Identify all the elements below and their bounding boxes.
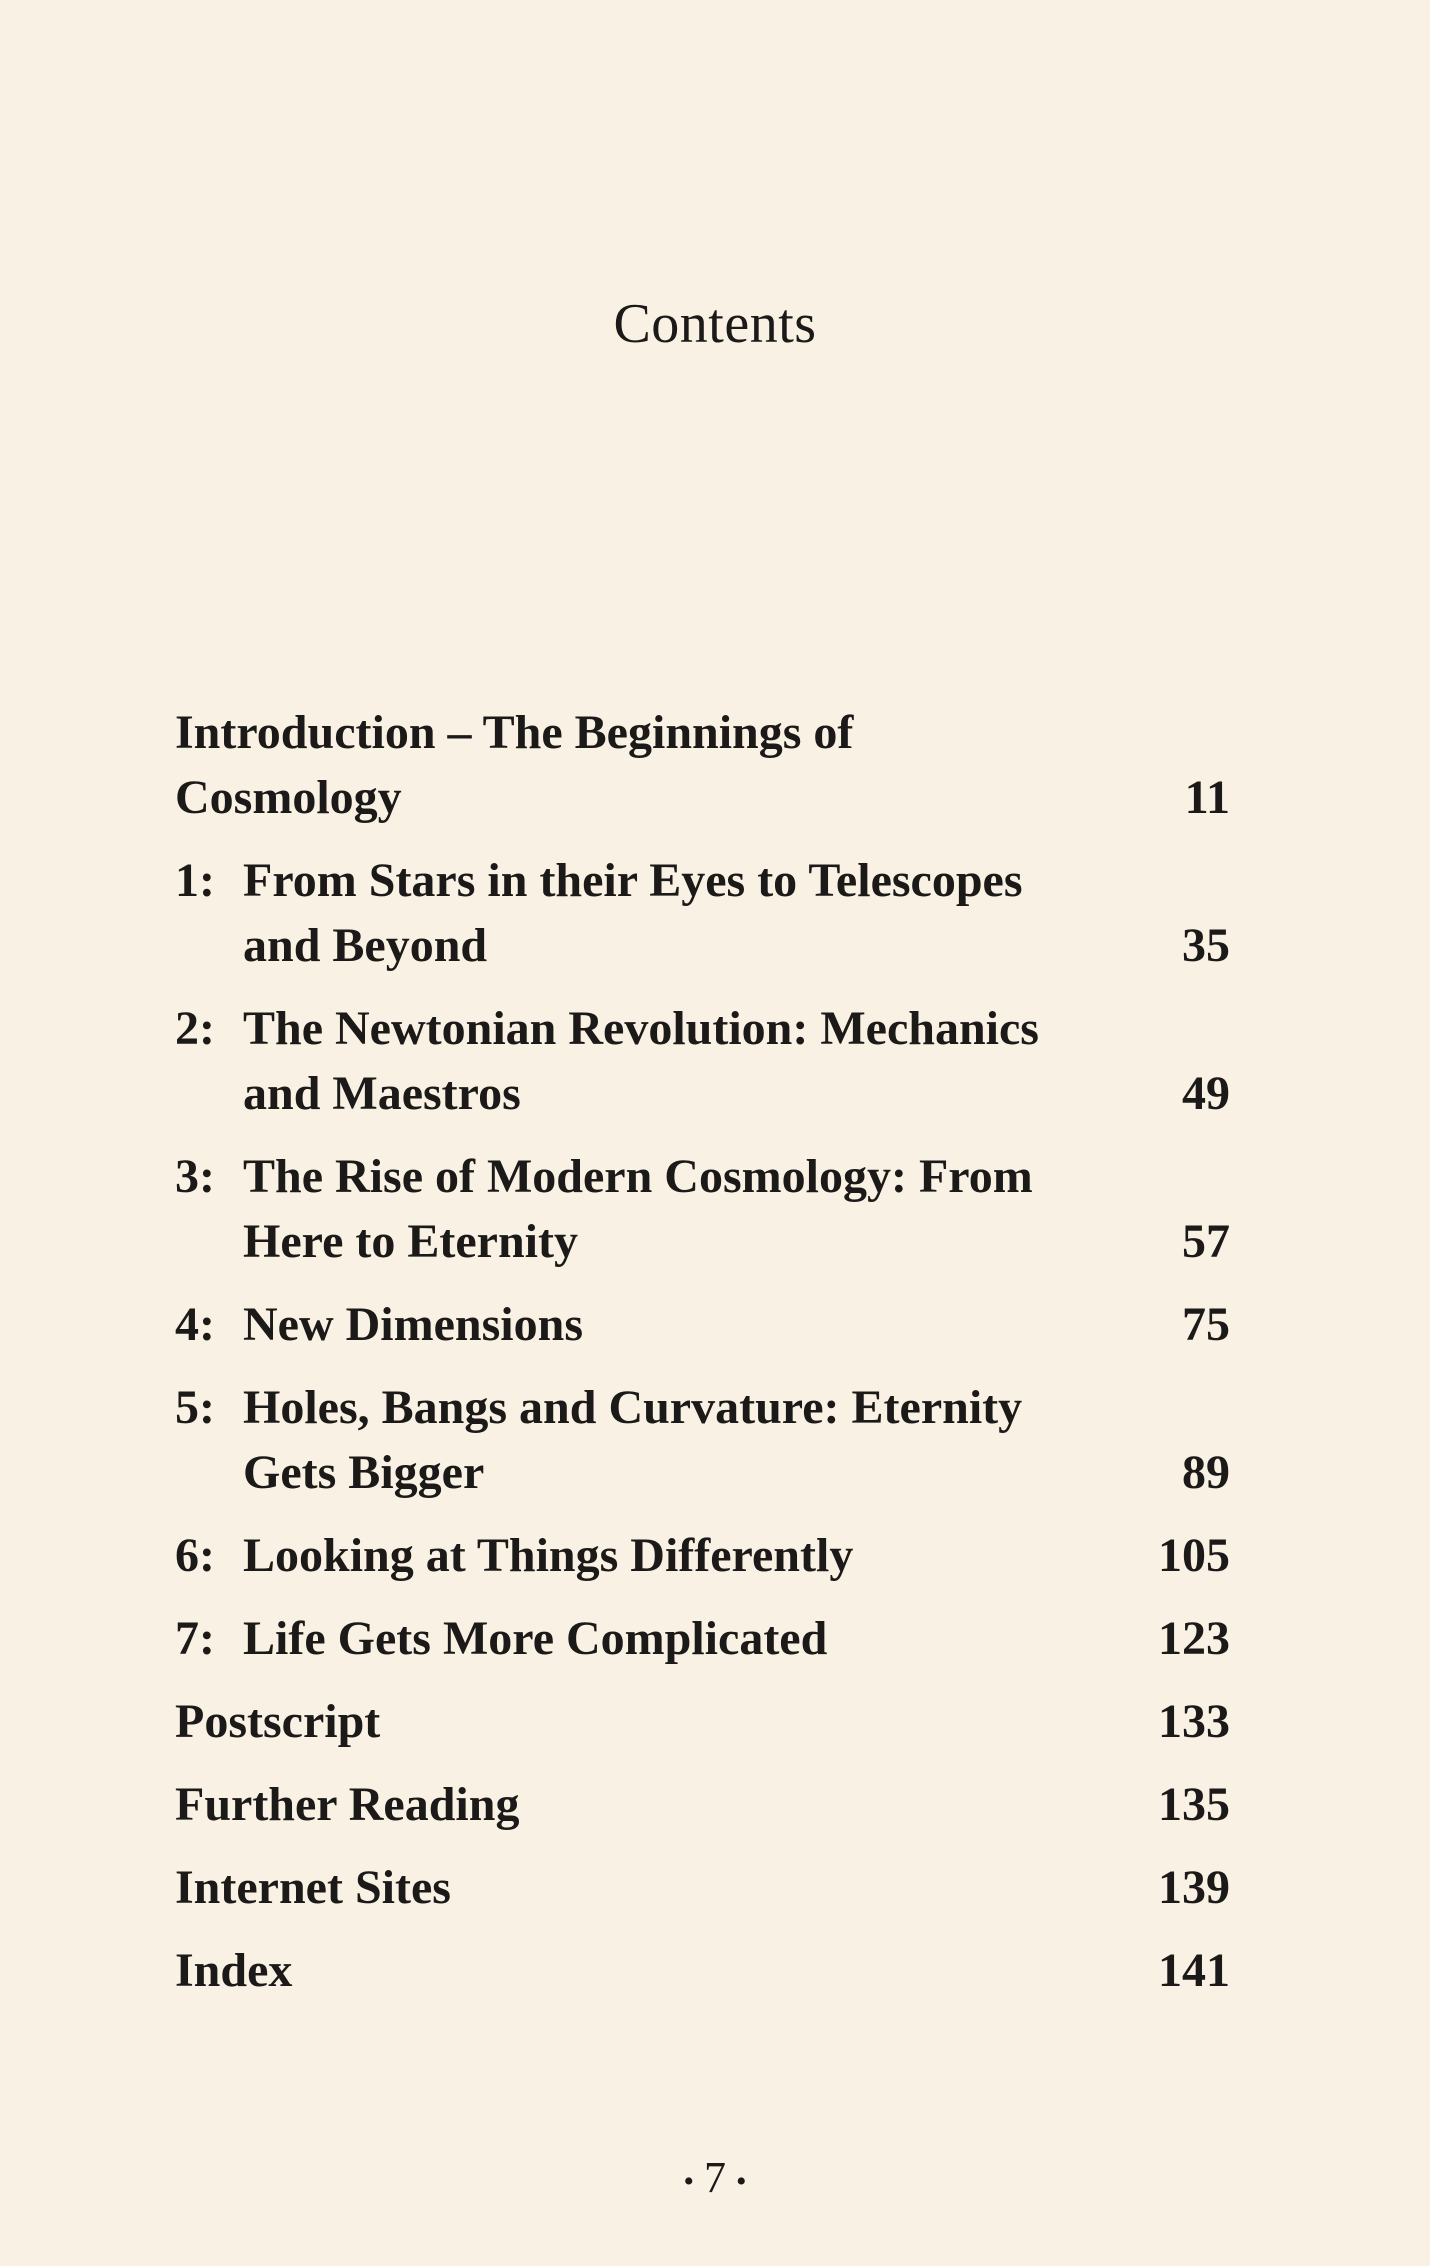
toc-page-number: 75 <box>1182 1298 1230 1351</box>
chapter-number: 4: <box>175 1298 215 1351</box>
bullet-icon: • <box>736 2164 747 2198</box>
chapter-number: 7: <box>175 1612 215 1665</box>
toc-entry-line: and Maestros <box>243 1067 521 1120</box>
toc-entry-chapter-4 <box>175 1292 1230 1357</box>
toc-entry-line: New Dimensions <box>243 1298 584 1351</box>
toc-entry-line: Cosmology <box>175 771 402 824</box>
toc-entry-chapter-2 <box>175 996 1230 1126</box>
toc-page-number: 139 <box>1158 1861 1230 1914</box>
chapter-number: 1: <box>175 854 215 907</box>
toc-entry-line: Further Reading <box>175 1778 520 1831</box>
toc-entry-line: Life Gets More Complicated <box>243 1612 828 1665</box>
toc-page-number: 133 <box>1158 1695 1230 1748</box>
toc-entry-line: Introduction – The Beginnings of <box>175 706 854 759</box>
toc-entry-line: Internet Sites <box>175 1861 451 1914</box>
toc-page-number: 105 <box>1158 1529 1230 1582</box>
toc-page-number: 135 <box>1158 1778 1230 1831</box>
toc-entry-chapter-7 <box>175 1606 1230 1671</box>
toc-page-number: 123 <box>1158 1612 1230 1665</box>
toc-page-number: 49 <box>1182 1067 1230 1120</box>
chapter-number: 2: <box>175 1002 215 1055</box>
chapter-number: 6: <box>175 1529 215 1582</box>
toc-entry-line: Postscript <box>175 1695 381 1748</box>
toc-entry-line: Holes, Bangs and Curvature: Eternity <box>243 1381 1023 1434</box>
toc-entry-line: From Stars in their Eyes to Telescopes <box>243 854 1023 907</box>
toc-entry-internet-sites <box>175 1855 1230 1920</box>
page-title: Contents <box>613 293 817 355</box>
toc-page-number: 35 <box>1182 919 1230 972</box>
page-folio <box>0 2150 1430 2210</box>
chapter-number: 5: <box>175 1381 215 1434</box>
toc-entry-introduction <box>175 700 1230 830</box>
folio-page-number: 7 <box>704 2153 726 2202</box>
toc-entry-line: and Beyond <box>243 919 488 972</box>
toc-entry-chapter-6 <box>175 1523 1230 1588</box>
toc-page-number: 89 <box>1182 1446 1230 1499</box>
table-of-contents <box>175 700 1230 2021</box>
toc-entry-line: Looking at Things Differently <box>243 1529 854 1582</box>
toc-entry-chapter-5 <box>175 1375 1230 1505</box>
toc-entry-line: Index <box>175 1944 293 1997</box>
toc-entry-line: The Newtonian Revolution: Mechanics <box>243 1002 1039 1055</box>
toc-entry-further-reading <box>175 1772 1230 1837</box>
toc-entry-index <box>175 1938 1230 2003</box>
chapter-number: 3: <box>175 1150 215 1203</box>
toc-page-number: 11 <box>1184 771 1230 824</box>
toc-entry-chapter-1 <box>175 848 1230 978</box>
toc-page-number: 141 <box>1158 1944 1230 1997</box>
toc-entry-line: Gets Bigger <box>243 1446 485 1499</box>
toc-entry-line: Here to Eternity <box>243 1215 578 1268</box>
bullet-icon: • <box>683 2164 694 2198</box>
toc-entry-line: The Rise of Modern Cosmology: From <box>243 1150 1033 1203</box>
toc-page-number: 57 <box>1182 1215 1230 1268</box>
toc-entry-chapter-3 <box>175 1144 1230 1274</box>
toc-entry-postscript <box>175 1689 1230 1754</box>
